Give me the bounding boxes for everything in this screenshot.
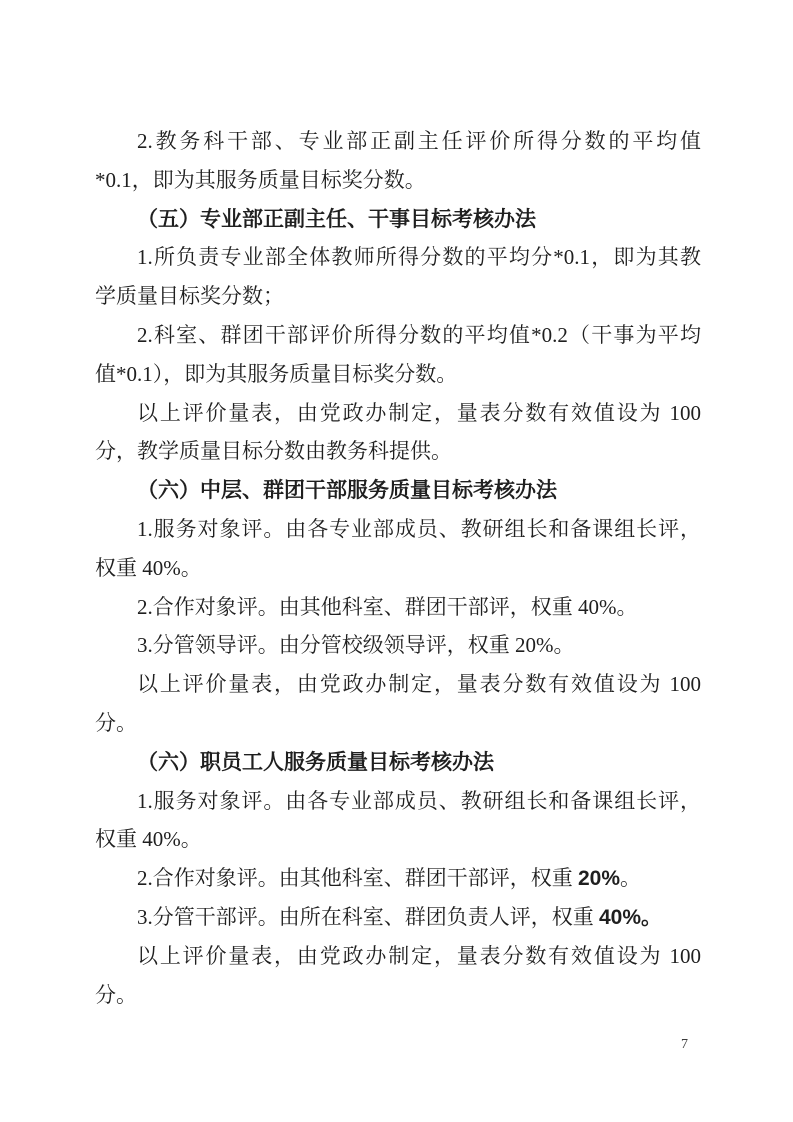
paragraph-line: 分，教学质量目标分数由教务科提供。 xyxy=(95,439,452,464)
section-heading-5: （五）专业部正副主任、干事目标考核办法 xyxy=(137,206,536,231)
section-heading-6b: （六）职员工人服务质量目标考核办法 xyxy=(137,749,494,774)
paragraph-line: 值*0.1），即为其服务质量目标奖分数。 xyxy=(95,361,458,386)
paragraph-line: 1.所负责专业部全体教师所得分数的平均分*0.1，即为其教 xyxy=(137,245,701,270)
paragraph-line: 分。 xyxy=(95,982,137,1007)
bold-weight-value: 20% xyxy=(578,867,621,891)
paragraph-line: 以上评价量表，由党政办制定，量表分数有效值设为 100 xyxy=(137,400,701,425)
paragraph-line: 以上评价量表，由党政办制定，量表分数有效值设为 100 xyxy=(137,943,701,968)
paragraph-line: 以上评价量表，由党政办制定，量表分数有效值设为 100 xyxy=(137,672,701,697)
paragraph-line: 权重 40%。 xyxy=(95,555,202,580)
line-text: 2.合作对象评。由其他科室、群团干部评，权重 xyxy=(137,866,578,891)
line-text: 。 xyxy=(620,866,642,891)
paragraph-line: 3.分管领导评。由分管校级领导评，权重 20%。 xyxy=(137,633,575,658)
page-number: 7 xyxy=(681,1037,688,1052)
paragraph-line: 分。 xyxy=(95,710,137,735)
paragraph-line: 2.教务科干部、专业部正副主任评价所得分数的平均值 xyxy=(137,129,701,153)
paragraph-line: *0.1，即为其服务质量目标奖分数。 xyxy=(95,167,426,192)
paragraph-line: 2.合作对象评。由其他科室、群团干部评，权重 40%。 xyxy=(137,594,638,619)
paragraph-line xyxy=(95,859,701,898)
paragraph-line: 权重 40%。 xyxy=(95,827,202,852)
paragraph-line: 1.服务对象评。由各专业部成员、教研组长和备课组长评， xyxy=(137,788,701,813)
paragraph-line: 1.服务对象评。由各专业部成员、教研组长和备课组长评， xyxy=(137,516,701,541)
line-text: 3.分管干部评。由所在科室、群团负责人评，权重 xyxy=(137,904,599,929)
document-body xyxy=(95,122,701,1014)
paragraph-line: 2.科室、群团干部评价所得分数的平均值*0.2（干事为平均 xyxy=(137,322,701,347)
section-heading-6a: （六）中层、群团干部服务质量目标考核办法 xyxy=(137,478,557,503)
paragraph-line: 学质量目标奖分数； xyxy=(95,284,284,309)
bold-weight-value: 40%。 xyxy=(599,905,663,929)
paragraph-line xyxy=(95,898,701,937)
